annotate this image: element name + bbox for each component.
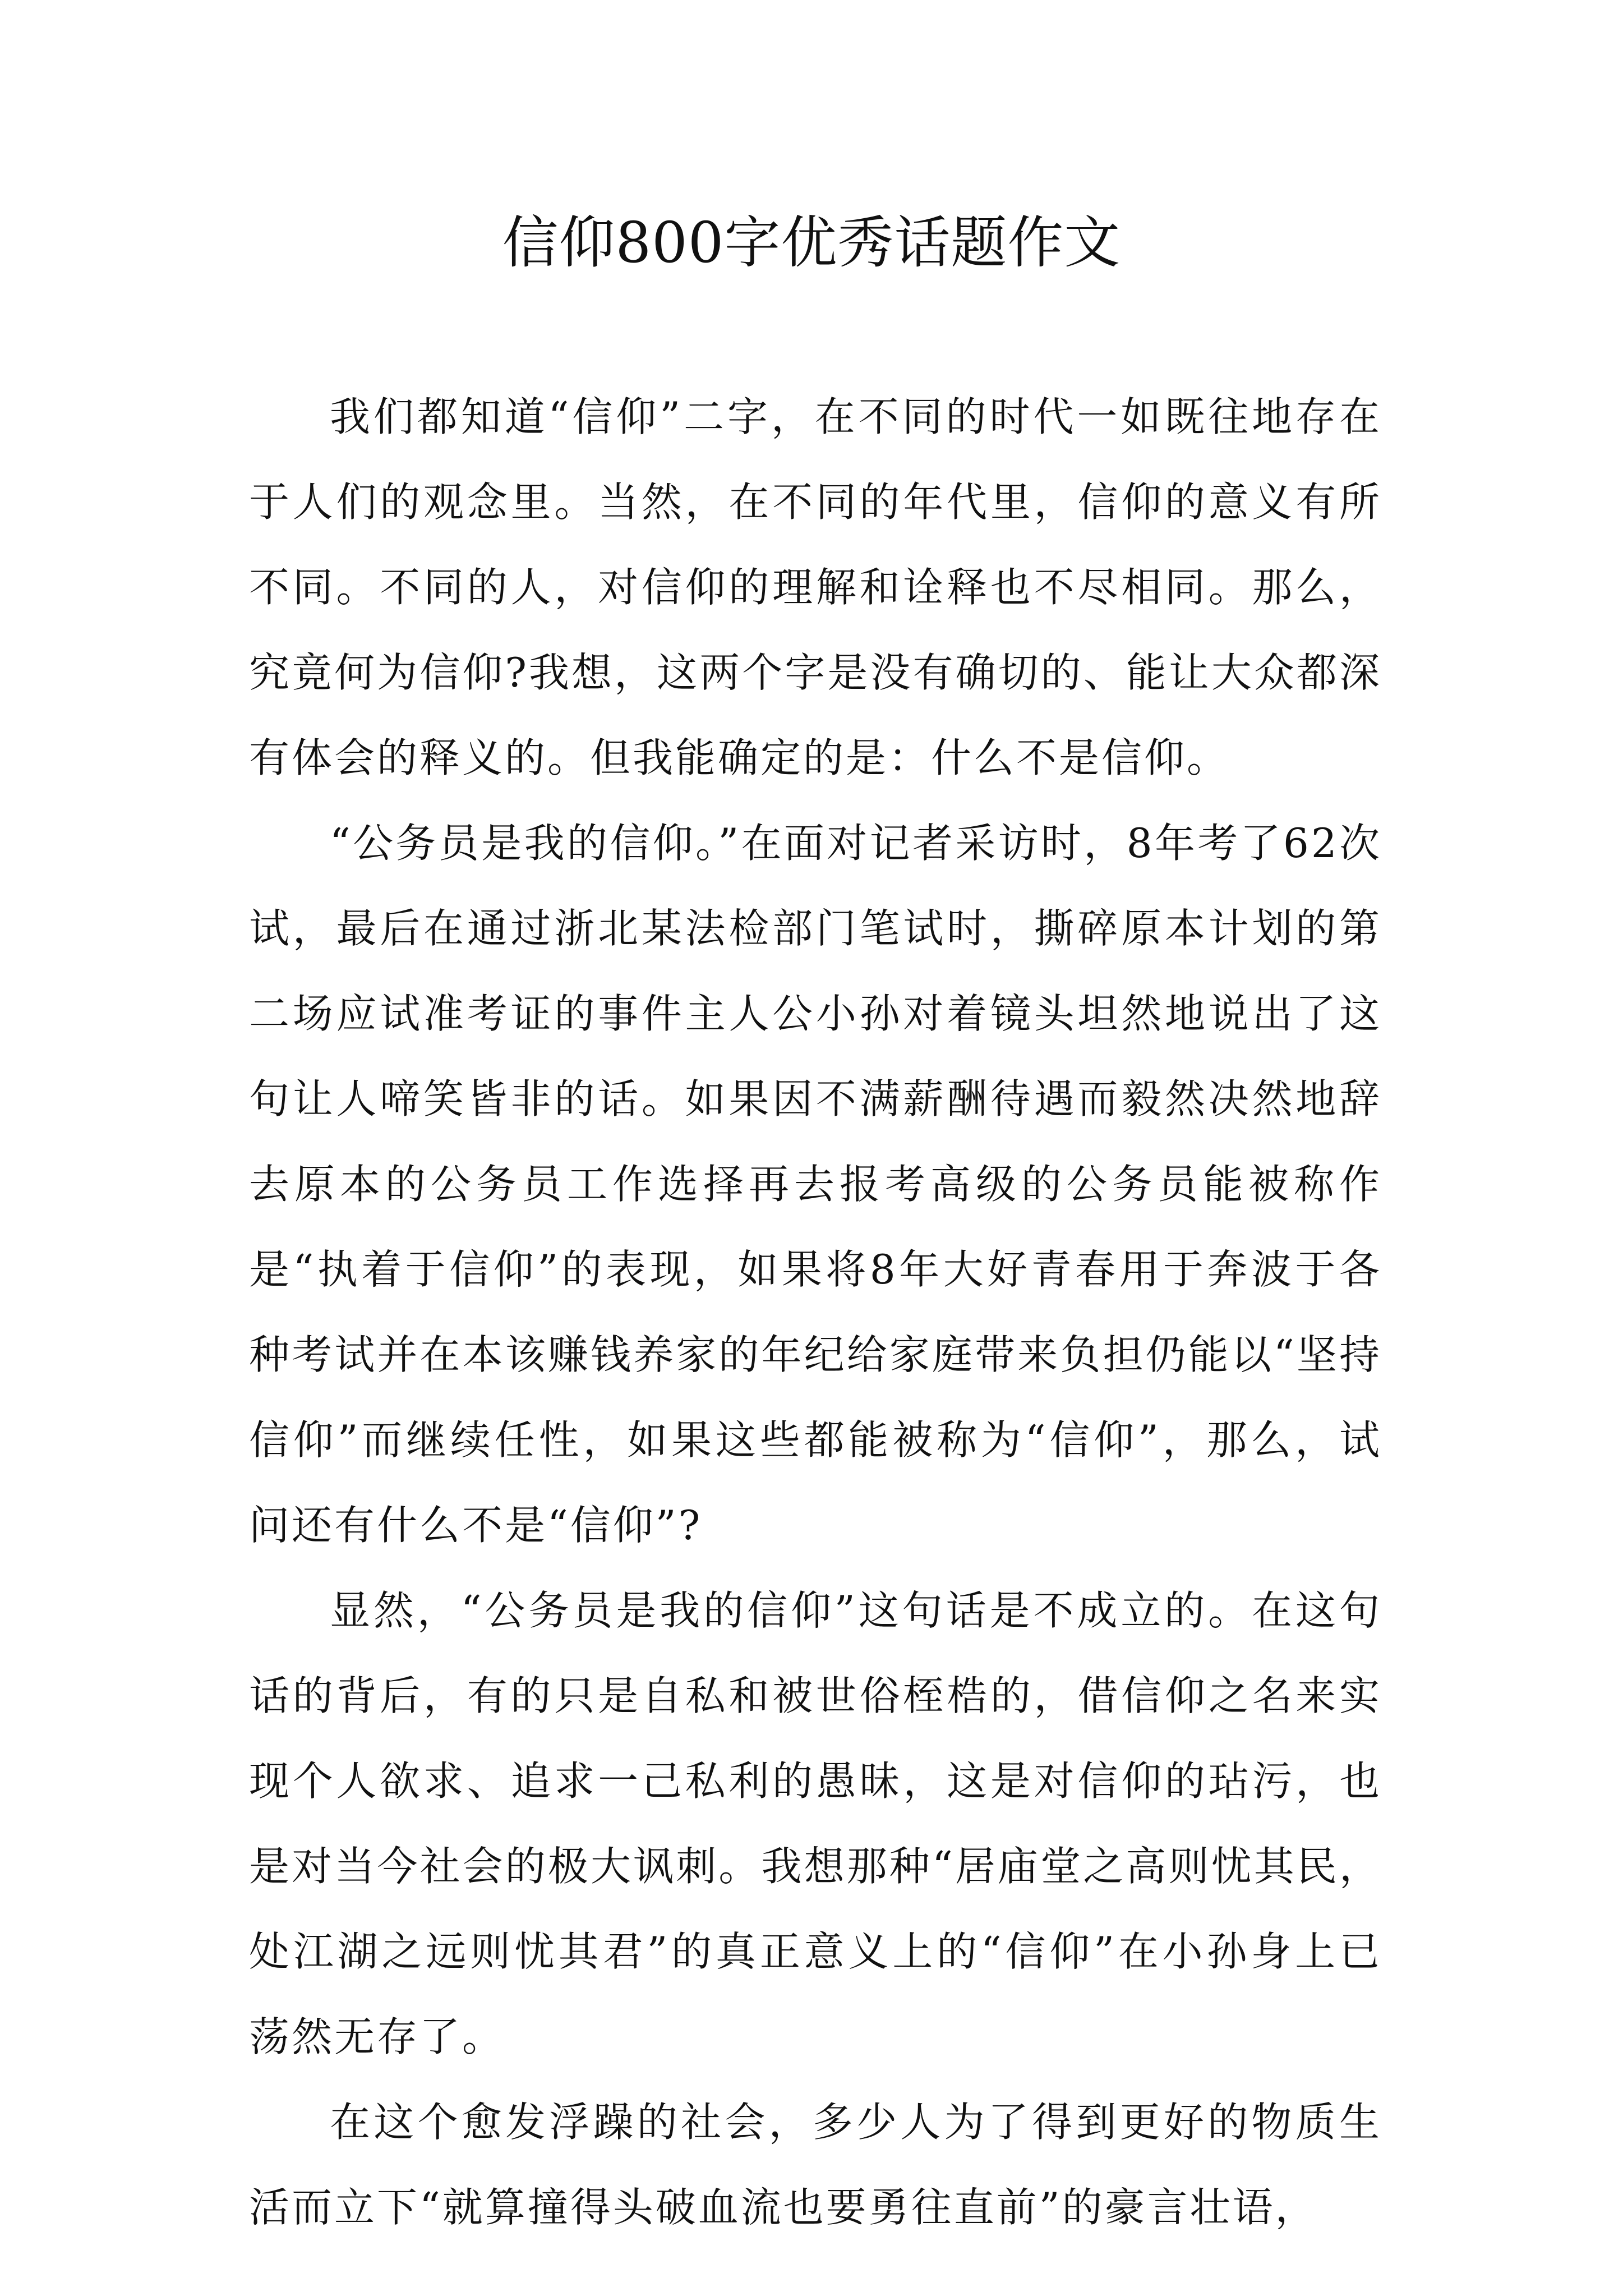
paragraph-1: 我们都知道“信仰”二字，在不同的时代一如既往地存在于人们的观念里。当然，在不同的年代里，信仰的意义有所不同。不同的人，对信仰的理解和诠释也不尽相同。那么，究竟何为信仰?我想，这两个字是没有确切的、能让大众都深有体会的释义的。但我能确定的是：什么不是信仰。 (249, 393, 1382, 781)
paragraph-4: 在这个愈发浮躁的社会，多少人为了得到更好的物质生活而立下“就算撞得头破血流也要勇往直前”的豪言壮语， (249, 2099, 1382, 2231)
paragraph-2: “公务员是我的信仰。”在面对记者采访时，8年考了62次试，最后在通过浙北某法检部门笔试时，撕碎原本计划的第二场应试准考证的事件主人公小孙对着镜头坦然地说出了这句让人啼笑皆非的话。如果因不满薪酬待遇而毅然决然地辞去原本的公务员工作选择再去报考高级的公务员能被称作是“执着于信仰”的表现，如果将8年大好青春用于奔波于各种考试并在本该赚钱养家的年纪给家庭带来负担仍能以“坚持信仰”而继续任性，如果这些都能被称为“信仰”，那么，试问还有什么不是“信仰”? (249, 820, 1382, 1549)
document-body (249, 374, 1382, 2250)
paragraph-3: 显然，“公务员是我的信仰”这句话是不成立的。在这句话的背后，有的只是自私和被世俗桎梏的，借信仰之名来实现个人欲求、追求一己私利的愚昧，这是对信仰的玷污，也是对当今社会的极大讽刺。我想那种“居庙堂之高则忧其民，处江湖之远则忧其君”的真正意义上的“信仰”在小孙身上已荡然无存了。 (249, 1587, 1382, 2060)
document-title: 信仰800字优秀话题作文 (502, 210, 1121, 275)
